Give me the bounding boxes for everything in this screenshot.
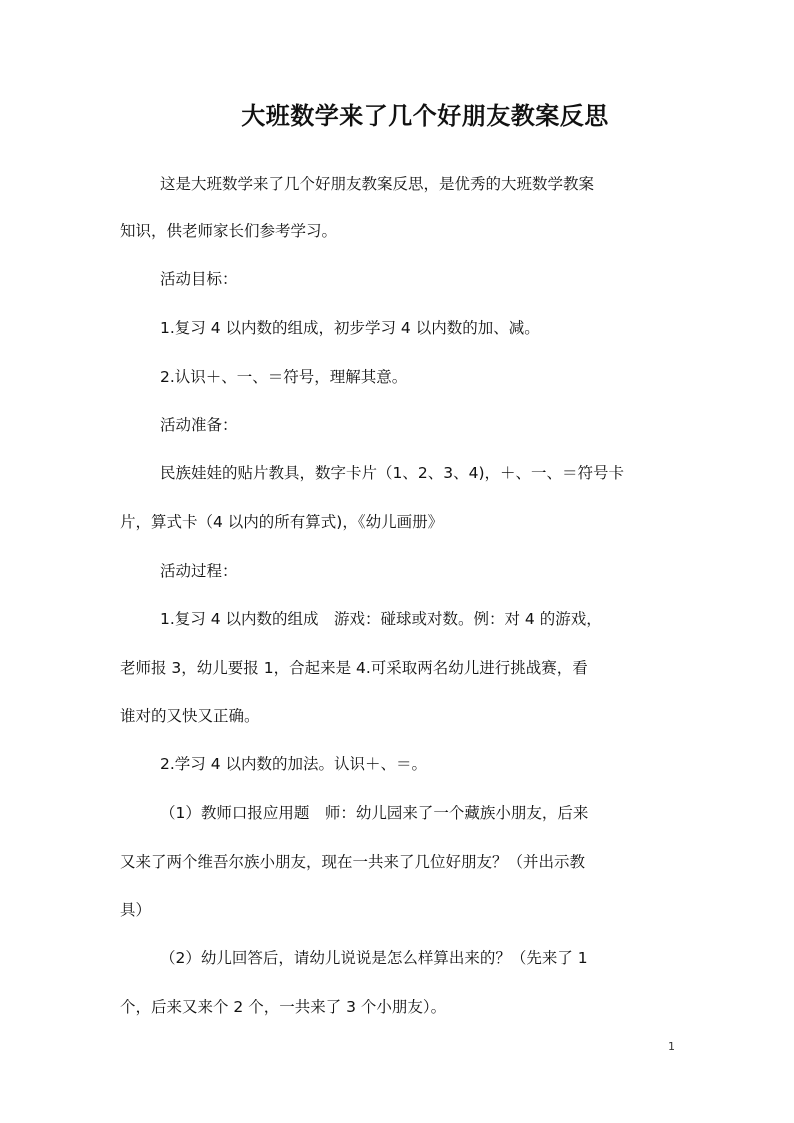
paragraph-line: 1.复习 4 以内数的组成，初步学习 4 以内数的加、减。 [160, 319, 540, 337]
paragraph-line: 老师报 3，幼儿要报 1，合起来是 4.可采取两名幼儿进行挑战赛，看 [120, 659, 588, 677]
paragraph-line: 2.学习 4 以内数的加法。认识＋、＝。 [160, 755, 428, 773]
section-heading: 活动准备： [160, 416, 238, 434]
paragraph-line: 片，算式卡（4 以内的所有算式)，《幼儿画册》 [120, 513, 444, 531]
document-title: 大班数学来了几个好朋友教案反思 [241, 101, 609, 130]
paragraph-line: 知识，供老师家长们参考学习。 [120, 222, 338, 240]
paragraph-line: 1.复习 4 以内数的组成 游戏：碰球或对数。例：对 4 的游戏， [160, 610, 602, 628]
section-heading: 活动目标： [160, 270, 238, 288]
paragraph-line: 2.认识＋、一、＝符号，理解其意。 [160, 368, 408, 386]
page-number: 1 [668, 1040, 675, 1053]
paragraph-line: （1）教师口报应用题 师：幼儿园来了一个藏族小朋友，后来 [160, 804, 589, 822]
paragraph-line: 这是大班数学来了几个好朋友教案反思，是优秀的大班数学教案 [160, 175, 595, 193]
paragraph-line: 具） [120, 901, 152, 919]
paragraph-line: （2）幼儿回答后，请幼儿说说是怎么样算出来的？（先来了 1 [160, 949, 588, 967]
paragraph-line: 谁对的又快又正确。 [120, 707, 260, 725]
paragraph-line: 个，后来又来个 2 个，一共来了 3 个小朋友）。 [120, 998, 447, 1016]
paragraph-line: 又来了两个维吾尔族小朋友，现在一共来了几位好朋友？（并出示教 [120, 853, 586, 871]
paragraph-line: 民族娃娃的贴片教具，数字卡片（1、2、3、4)，＋、一、＝符号卡 [160, 464, 624, 482]
section-heading: 活动过程： [160, 562, 238, 580]
